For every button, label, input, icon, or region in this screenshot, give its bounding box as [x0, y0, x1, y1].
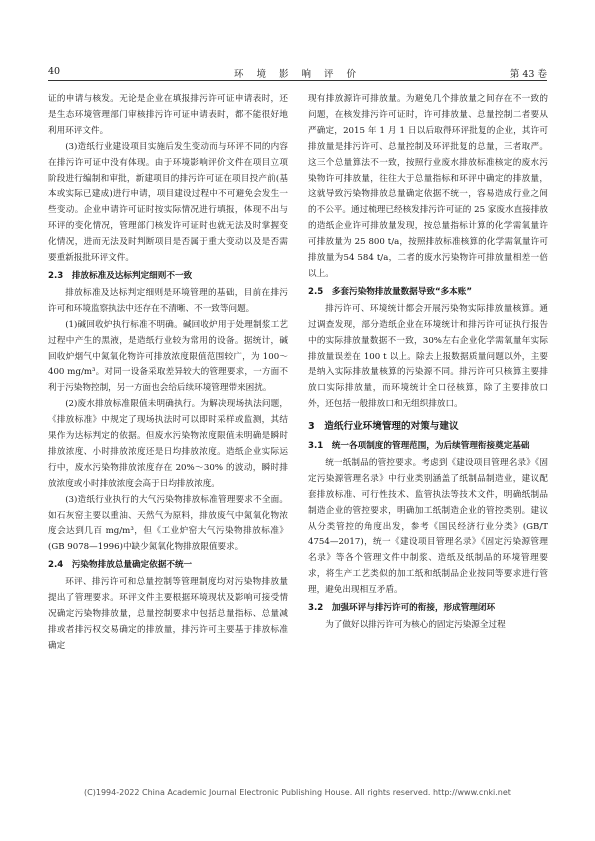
paragraph: 现有排放源许可排放量。为避免几个排放量之间存在不一致的问题，在核发排污许可证时，许可排放量、总量控制二者要从严确定，2015 年 1 月 1 日以后取得环评批复的企业，其许可排放量是排污许可、总量控制及环评批复的总量，三者取严。这三个总量算法不一致，按照行业废水排放标准核定的废水污染物许可排放量，往往大于总量指标和环评中确定的排放量，这就导致污染物排放总量确定依据不统一，容易造成行业之间的不公平。通过梳理已经核发排污许可证的 25 家废水直接排放的造纸企业许可排放量发现，按总量指标计算的化学需氧量许可排放量为 25 800 t/a，按照排放标准核算的化学需氧量许可排放量为54 584 t/a，二者的废水污染物许可排放量相差一倍以上。 — [308, 94, 548, 279]
paragraph: 证的申请与核发。无论是企业在填报排污许可证申请表时，还是生态环境管理部门审核排污许可证申请表时，都不能很好地利用环评文件。 — [48, 94, 288, 136]
section-heading-3-2: 3.2 加强环评与排污许可的衔接，形成管理闭环 — [308, 603, 496, 614]
volume-label: 第 43 卷 — [509, 69, 547, 80]
right-column — [308, 92, 548, 634]
section-heading-3-1: 3.1 统一各项制度的管理范围，为后续管理衔接奠定基础 — [308, 441, 530, 452]
journal-title: 环 境 影 响 评 价 — [233, 69, 362, 80]
page-number: 40 — [48, 66, 61, 77]
left-column — [48, 92, 288, 655]
paragraph: (2)废水排放标准限值未明确执行。为解决现场执法问题，《排放标准》中规定了现场执法时可以即时采样或监测，其结果作为达标判定的依据。但废水污染物浓度限值未明确是瞬时排放浓度、小时排放浓度还是日均排放浓度。造纸企业实际运行中，废水污染物排放浓度存在 20%～30% 的波动，瞬时排放浓度或小时排放浓度会高于日均排放浓度。 — [48, 399, 288, 489]
running-header — [48, 66, 547, 81]
section-heading-2-4: 2.4 污染物排放总量确定依据不统一 — [48, 560, 193, 571]
paragraph: 排污许可、环境统计都会开展污染物实际排放量核算。通过调查发现，部分造纸企业在环境统计和排污许可证执行报告中的实际排放量数据不一致，30%左右企业化学需氧量年实际排放量误差在 100 t 以上。除去上报数据质量问题以外，主要是纳入实际排放量核算的污染源不同。排污许可只核算主要排放口实际排放量，而环境统计全口径核算，除了主要排放口外，还包括一般排放口和无组织排放口。 — [308, 303, 548, 410]
paragraph: 为了做好以排污许可为核心的固定污染源全过程 — [325, 620, 506, 630]
paragraph: 环评、排污许可和总量控制等管理制度均对污染物排放量提出了管理要求。环评文件主要根据环境现状及影响可接受情况确定污染物排放量，总量控制要求中包括总量指标、总量减排或者排污权交易确定的排放量，排污许可主要基于排放标准确定 — [48, 577, 288, 651]
paragraph: (1)碱回收炉执行标准不明确。碱回收炉用于处理制浆工艺过程中产生的黑液，是造纸行业较为常用的设备。据统计，碱回收炉烟气中氮氧化物许可排放浓度限值范围较广，为 100～400 mg/m³。对同一设备采取差异较大的管理要求，一方面不利于污染物控制，另一方面也会给后续环境管理带来困扰。 — [48, 319, 288, 394]
paragraph: 排放标准及达标判定细则是环境管理的基础，目前在排污许可和环境监察执法中还存在不清晰、不一致等问题。 — [48, 287, 288, 314]
section-heading-2-5: 2.5 多套污染物排放量数据导致“多本账” — [308, 286, 473, 297]
paragraph: (3)造纸行业执行的大气污染物排放标准管理要求不全面。如石灰窑主要以重油、天然气为原料，排放废气中氮氧化物浓度会达到几百 mg/m³，但《工业炉窑大气污染物排放标准》(GB 9078—1996)中缺少氮氧化物排放限值要求。 — [48, 494, 288, 553]
section-heading-2-3: 2.3 排放标准及达标判定细则不一致 — [48, 270, 193, 281]
paragraph: (3)造纸行业建设项目实施后发生变动而与环评不同的内容在排污许可证中没有体现。由于环境影响评价文件在项目立项阶段进行编制和审批，新建项目的排污许可证在项目投产前(基本或实际已建成)进行申请，项目建设过程中不可避免会发生一些变动。企业申请许可证时按实际情况进行填报，体现不出与环评的变化情况，管理部门核发许可证时也就无法及时掌握变化情况，进而无法及时判断项目是否属于重大变动以及是否需要重新报批环评文件。 — [48, 141, 288, 264]
copyright-footer: (C)1994-2022 China Academic Journal Electronic Publishing House. All rights reserved. http://www.cnki.net — [84, 788, 511, 797]
paragraph: 统一纸制品的管控要求。考虑到《建设项目管理名录》《固定污染源管理名录》中行业类别涵盖了纸制品制造业，建议配套排放标准、可行性技术、监管执法等技术文件，明确纸制品制造企业的管控要求，明确加工纸制造企业的管控类别。建议从分类管控的角度出发，参考《国民经济行业分类》(GB/T 4754—2017)，统一《建设项目管理名录》《固定污染源管理名录》等各个管理文件中制浆、造纸及纸制品的环境管理要求，将生产工艺类似的加工纸和纸制品企业按同等要求进行管理，避免出现相互矛盾。 — [308, 457, 548, 596]
section-heading-3: 3 造纸行业环境管理的对策与建议 — [308, 421, 459, 433]
